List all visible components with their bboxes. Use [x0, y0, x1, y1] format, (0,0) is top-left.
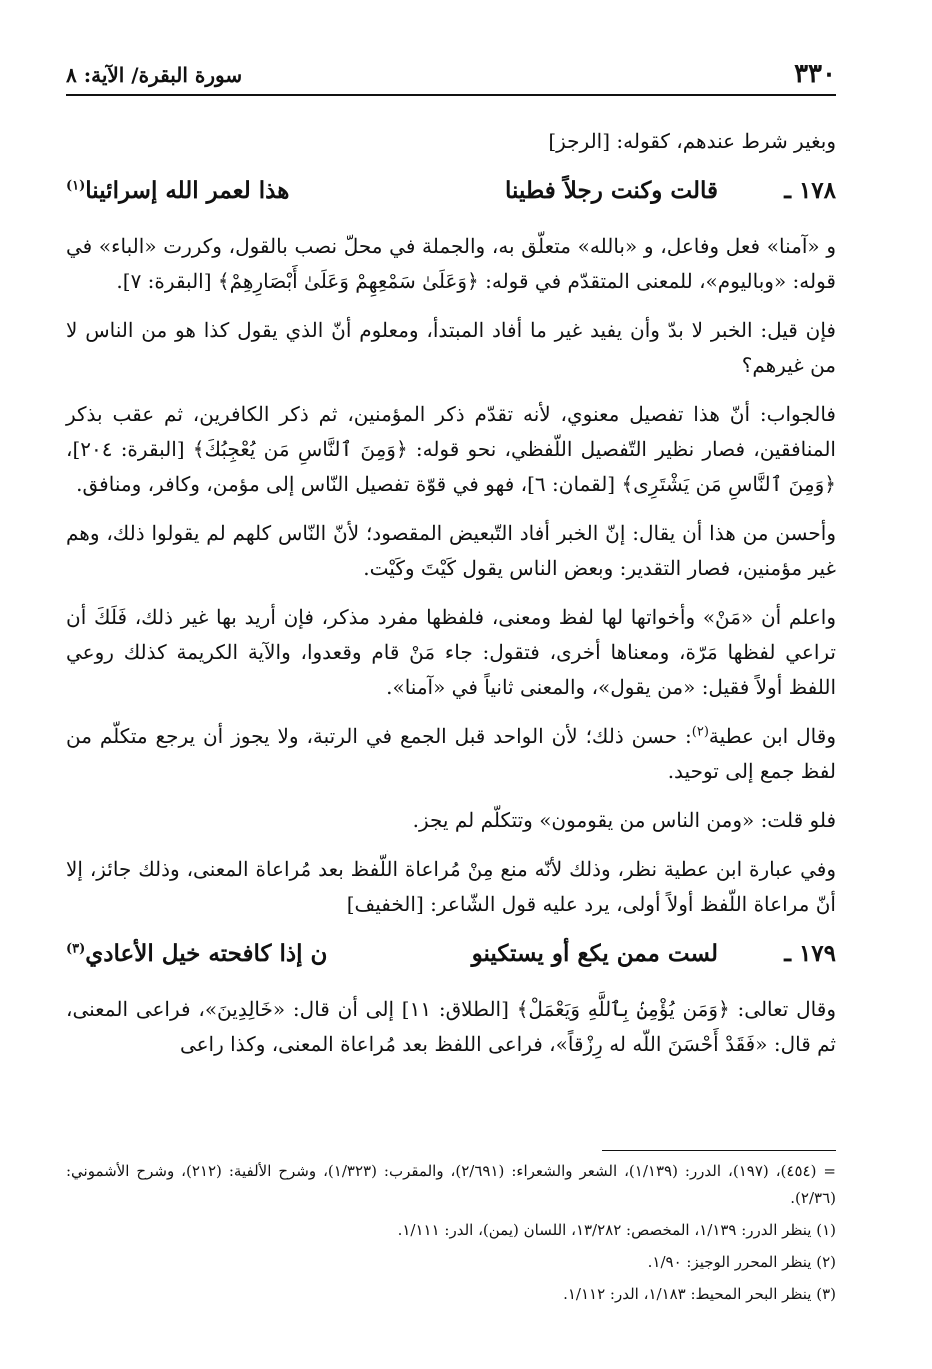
- verse-number: ١٧٨ ـ: [784, 177, 836, 204]
- verse-first-hemistich: قالت وكنت رجلاً فطينا: [505, 177, 718, 204]
- footnote-1: (١) ينظر الدرر: ١/١٣٩، المخصص: ١٣/٢٨٢، اللسان (يمن)، الدر: ١/١١١.: [397, 1221, 836, 1239]
- paragraph-text: وقال ابن عطية: [708, 724, 836, 748]
- paragraph-question: فإن قيل: الخبر لا بدّ وأن يفيد غير ما أفاد المبتدأ، ومعلوم أنّ الذي يقول كذا هو من الناس لا من غيرهم؟: [66, 318, 836, 377]
- verse-number: ١٧٩ ـ: [784, 940, 836, 967]
- footnote-divider: [602, 1150, 836, 1151]
- footnotes: [66, 1158, 836, 1313]
- paragraph-answer: فالجواب: أنّ هذا تفصيل معنوي، لأنه تقدّم ذكر المؤمنين، ثم ذكر الكافرين، ثم عقب بذكر المنافقين، فصار نظير التّفصيل اللّفظي، نحو قوله: ﴿وَمِنَ ٱلنَّاسِ مَن يُعْجِبُكَ﴾ [البقرة: ٢٠٤]، ﴿وَمِنَ ٱلنَّاسِ مَن يَشْتَرِى﴾ [لقمان: ٦]، فهو في قوّة تفصيل النّاس إلى مؤمن، وكافر، ومنافق.: [66, 402, 836, 496]
- paragraph-example: فلو قلت: «ومن الناس من يقومون» وتتكلّم لم يجز.: [412, 808, 836, 832]
- footnote-2: (٢) ينظر المحرر الوجيز: ١/٩٠.: [647, 1253, 836, 1271]
- footnote-3: (٣) ينظر البحر المحيط: ١/١٨٣، الدر: ١/١١٢.: [563, 1285, 836, 1303]
- footnote-continuation: = (٤٥٤)، (١٩٧)، الدرر: (١/١٣٩)، الشعر والشعراء: (٢/٦٩١)، والمقرب: (١/٣٢٣)، وشرح الألفية: (٢١٢)، وشرح الأشموني: (٢/٣٦).: [66, 1162, 836, 1207]
- verse-first-hemistich: لست ممن يكع أو يستكينو: [471, 940, 718, 967]
- running-title: سورة البقرة/ الآية: ٨: [66, 63, 243, 87]
- paragraph-text: : حسن ذلك؛ لأن الواحد قبل الجمع في الرتبة، ولا يجوز أن يرجع متكلّم من لفظ جمع إلى توحيد.: [66, 724, 836, 783]
- page-number: ٣٣٠: [794, 59, 836, 89]
- poetry-verse-178: [66, 173, 836, 217]
- verse-second-hemistich-text: ن إذا كافحته خيل الأعادي: [85, 940, 328, 967]
- footnote-ref: (١): [66, 178, 86, 194]
- paragraph-grammar: و «آمنا» فعل وفاعل، و «بالله» متعلّق به، والجملة في محلّ نصب بالقول، وكررت «الباء» في قوله: «وباليوم»، للمعنى المتقدّم في قوله: ﴿وَعَلَىٰ سَمْعِهِمْ وَعَلَىٰ أَبْصَارِهِمْ﴾ [البقرة: ٧].: [66, 234, 836, 293]
- verse-second-hemistich: [66, 940, 327, 967]
- footnote-ref: (٢): [691, 724, 709, 740]
- verse-second-hemistich: [66, 177, 289, 204]
- poetry-verse-179: [66, 936, 836, 980]
- paragraph-ibn-atiyya: [66, 719, 836, 789]
- paragraph-man-usage: واعلم أن «مَنْ» وأخواتها لها لفظ ومعنى، فلفظها مفرد مذكر، فإن أريد بها غير ذلك، فَلَكَ أن تراعي لفظها مَرّة، ومعناها أخرى، فتقول: جاء مَنْ قام وقعدوا، والآية الكريمة كذلك روعي اللفظ أولاً فقيل: «من يقول»، والمعنى ثانياً في «آمنا».: [66, 605, 836, 699]
- main-text: [66, 124, 836, 1076]
- header-divider: [66, 94, 836, 96]
- paragraph-critique: وفي عبارة ابن عطية نظر، وذلك لأنّه منع مِنْ مُراعاة اللّفظ بعد مُراعاة المعنى، وذلك جائز، إلا أنّ مراعاة اللّفظ أولاً أولى، يرد عليه قول الشّاعر: [الخفيف]: [66, 857, 836, 916]
- paragraph-better-answer: وأحسن من هذا أن يقال: إنّ الخبر أفاد التّبعيض المقصود؛ لأنّ النّاس كلهم لم يقولوا ذلك، وهم غير مؤمنين، فصار التقدير: وبعض الناس يقول كَيْتَ وكَيْت.: [66, 521, 836, 580]
- page-header: [66, 58, 836, 92]
- footnote-ref: (٣): [66, 941, 86, 957]
- paragraph-intro: وبغير شرط عندهم، كقوله: [الرجز]: [548, 129, 836, 153]
- paragraph-quran-example: وقال تعالى: ﴿وَمَن يُؤْمِنۢ بِٱللَّهِ وَيَعْمَلْ﴾ [الطلاق: ١١] إلى أن قال: «خَالِدِينَ»، فراعى المعنى، ثم قال: «فَقَدْ أَحْسَنَ اللّه له رِزْقاً»، فراعى اللفظ بعد مُراعاة المعنى، وكذا راعى: [66, 997, 836, 1056]
- verse-second-hemistich-text: هذا لعمر الله إسرائينا: [85, 177, 290, 204]
